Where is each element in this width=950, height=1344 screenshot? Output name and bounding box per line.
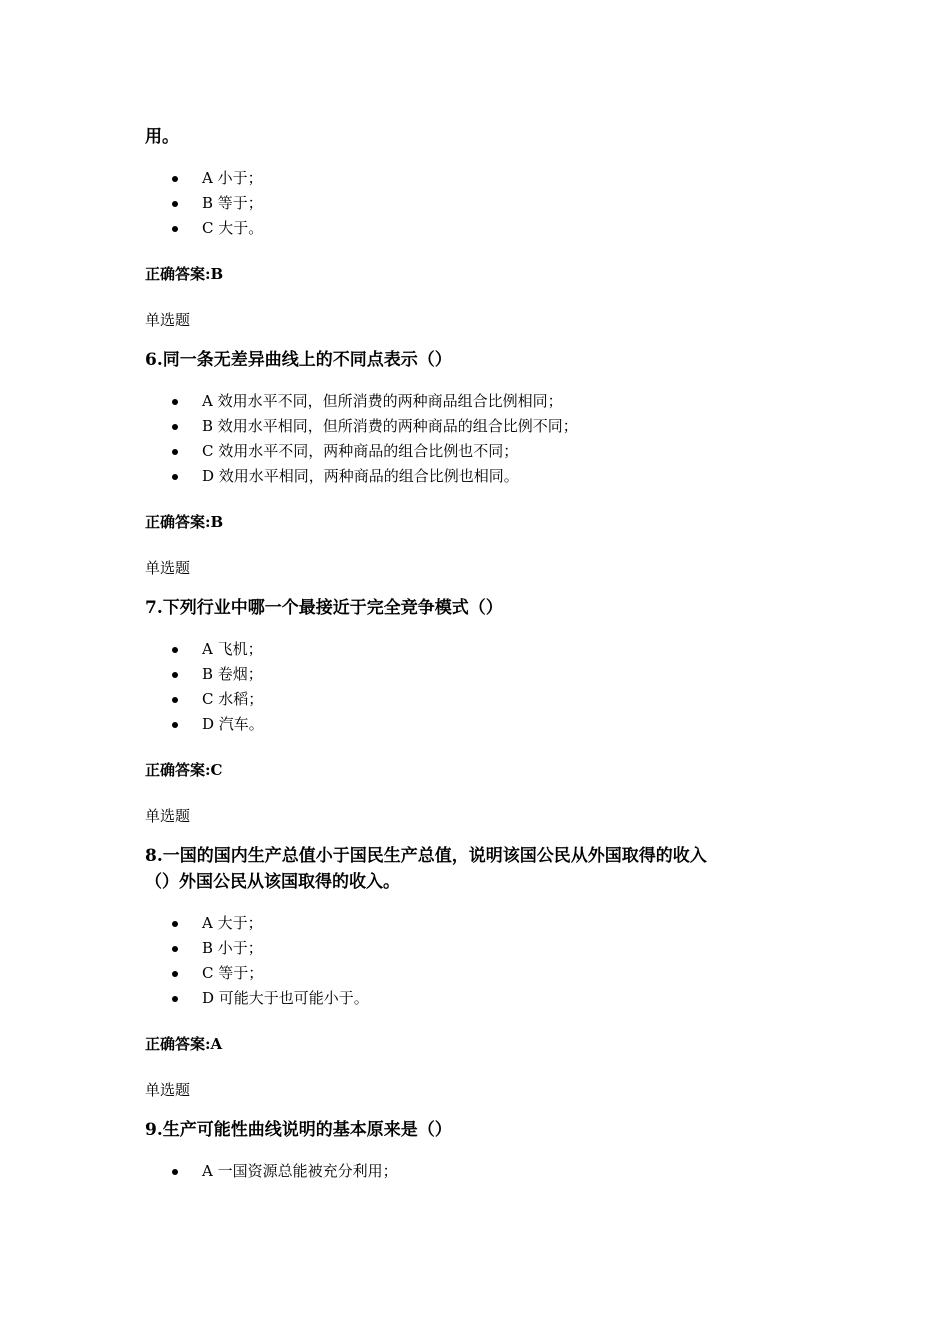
question-7-answer: 正确答案:C	[145, 761, 223, 779]
question-6-type: 单选题	[145, 311, 191, 329]
option-item: A 一国资源总能被充分利用；	[145, 1159, 825, 1184]
question-8-answer: 正确答案:A	[145, 1035, 223, 1053]
option-item: B 效用水平相同，但所消费的两种商品的组合比例不同；	[145, 414, 825, 439]
option-item: C 效用水平不同，两种商品的组合比例也不同；	[145, 439, 825, 464]
option-item: C 等于；	[145, 961, 825, 986]
bullet-icon	[172, 921, 178, 927]
bullet-icon	[172, 672, 178, 678]
bullet-icon	[172, 1169, 178, 1175]
bullet-icon	[172, 226, 178, 232]
question-8-options	[145, 911, 825, 1011]
bullet-icon	[172, 176, 178, 182]
bullet-icon	[172, 971, 178, 977]
bullet-icon	[172, 722, 178, 728]
bullet-icon	[172, 201, 178, 207]
question-9-title: 9.生产可能性曲线说明的基本原来是（）	[145, 1120, 452, 1140]
bullet-icon	[172, 946, 178, 952]
question-6-answer: 正确答案:B	[145, 513, 224, 531]
option-item: B 卷烟；	[145, 662, 825, 687]
question-8-title-line-2: （）外国公民从该国取得的收入。	[145, 872, 400, 892]
question-8-title-line-1: 8.一国的国内生产总值小于国民生产总值，说明该国公民从外国取得的收入	[145, 846, 707, 866]
bullet-icon	[172, 424, 178, 430]
question-9-options	[145, 1159, 825, 1184]
option-item: D 效用水平相同，两种商品的组合比例也相同。	[145, 464, 825, 489]
question-7-title: 7.下列行业中哪一个最接近于完全竞争模式（）	[145, 598, 503, 618]
question-7-type: 单选题	[145, 559, 191, 577]
bullet-icon	[172, 399, 178, 405]
bullet-icon	[172, 647, 178, 653]
question-list	[145, 124, 825, 1184]
question-8-type: 单选题	[145, 807, 191, 825]
option-item: A 大于；	[145, 911, 825, 936]
option-item: A 效用水平不同，但所消费的两种商品组合比例相同；	[145, 389, 825, 414]
bullet-icon	[172, 996, 178, 1002]
option-item: C 大于。	[145, 216, 825, 241]
question-5-answer: 正确答案:B	[145, 265, 224, 283]
option-item: B 小于；	[145, 936, 825, 961]
bullet-icon	[172, 449, 178, 455]
option-item: D 可能大于也可能小于。	[145, 986, 825, 1011]
option-item: C 水稻；	[145, 687, 825, 712]
question-6-options	[145, 389, 825, 489]
bullet-icon	[172, 474, 178, 480]
option-item: B 等于；	[145, 191, 825, 216]
question-5-title-tail: 用。	[145, 127, 179, 147]
question-9-type: 单选题	[145, 1081, 191, 1099]
option-item: A 飞机；	[145, 637, 825, 662]
question-6-title: 6.同一条无差异曲线上的不同点表示（）	[145, 350, 452, 370]
question-5-options	[145, 166, 825, 241]
question-7-options	[145, 637, 825, 737]
bullet-icon	[172, 697, 178, 703]
option-item: A 小于；	[145, 166, 825, 191]
option-item: D 汽车。	[145, 712, 825, 737]
